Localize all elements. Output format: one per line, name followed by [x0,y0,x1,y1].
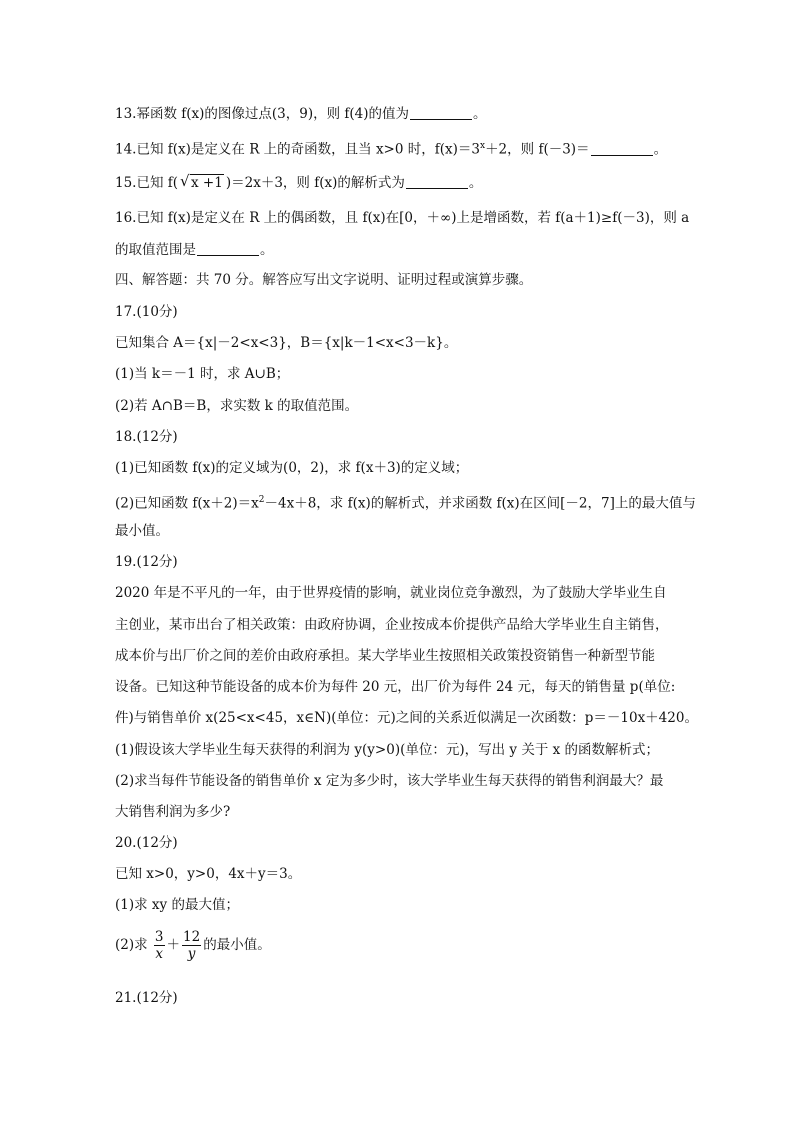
answer-blank [591,141,653,156]
fraction: $\frac{3}{x}$ [154,929,164,962]
q18-part1: (1)已知函数 f(x)的定义域为(0，2)，求 f(x＋3)的定义域； [115,460,469,476]
answer-blank [410,105,472,120]
q19-line5: 件)与销售单价 x(25<x<45，x∈N)(单位：元)之间的关系近似满足一次函数：p＝－10x＋420。 [115,710,698,726]
q17-heading: 17.(10分) [115,304,178,320]
square-root: √ x +1 [180,173,224,193]
question-16-line2: 的取值范围是 。 [115,242,274,258]
q17-stem: 已知集合 A＝{x|－2<x<3}，B＝{x|k－1<x<3－k}。 [115,335,458,351]
q19-part2-cont: 大销售利润为多少? [115,804,231,820]
q19-part1: (1)假设该大学毕业生每天获得的利润为 y(y>0)(单位：元)，写出 y 关于 x 的函数解析式； [115,742,660,758]
q17-part2: (2)若 A∩B＝B，求实数 k 的取值范围。 [115,398,359,414]
answer-blank [406,174,468,189]
q18-part2-cont: 最小值。 [115,523,169,539]
section-heading: 四、解答题：共 70 分。解答应写出文字说明、证明过程或演算步骤。 [115,272,533,288]
question-14: 14.已知 f(x)是定义在 R 上的奇函数，且当 x>0 时，$f(x)=3^x+2$，则 f(－3)＝ 。 [115,141,668,158]
q19-line1: 2020 年是不平凡的一年，由于世界疫情的影响，就业岗位竞争激烈，为了鼓励大学毕业生自 [115,585,667,601]
question-15: 15.已知 f(√ x +1 )＝2x＋3，则 f(x)的解析式为 。 [115,173,482,193]
q21-heading: 21.(12分) [115,990,178,1006]
q18-heading: 18.(12分) [115,429,178,445]
q20-part2: (2)求 $\frac{3}{x}$ ＋ $\frac{12}{y}$ 的最小值。 [115,929,271,962]
q19-line3: 成本价与出厂价之间的差价由政府承担。某大学毕业生按照相关政策投资销售一种新型节能 [115,648,655,664]
q19-line2: 主创业，某市出台了相关政策：由政府协调，企业按成本价提供产品给大学毕业生自主销售， [115,617,669,633]
q19-heading: 19.(12分) [115,554,178,570]
q19-line4: 设备。已知这种节能设备的成本价为每件 20 元，出厂价为每件 24 元，每天的销售量 p(单位: [115,679,676,695]
answer-blank [197,241,259,256]
q18-part2: (2)已知函数 $f(x+2)=x^2-4x+8$，求 f(x)的解析式，并求函数 f(x)在区间[－2，7]上的最大值与 [115,495,696,512]
q20-part1: (1)求 xy 的最大值； [115,897,239,913]
fraction: $\frac{12}{y}$ [183,929,201,962]
question-16-line1: 16.已知 f(x)是定义在 R 上的偶函数，且 f(x)在[0，＋∞)上是增函数，若 f(a＋1)≥f(－3)，则 a [115,210,690,226]
q20-heading: 20.(12分) [115,835,178,851]
q20-stem: 已知 x>0，y>0，4x＋y＝3。 [115,866,302,882]
q17-part1: (1)当 k＝－1 时，求 A∪B； [115,366,290,382]
question-13: 13.幂函数 f(x)的图像过点(3，9)，则 f(4)的值为 。 [115,106,487,122]
q19-part2: (2)求当每件节能设备的销售单价 x 定为多少时，该大学毕业生每天获得的销售利润最大？最 [115,773,664,789]
